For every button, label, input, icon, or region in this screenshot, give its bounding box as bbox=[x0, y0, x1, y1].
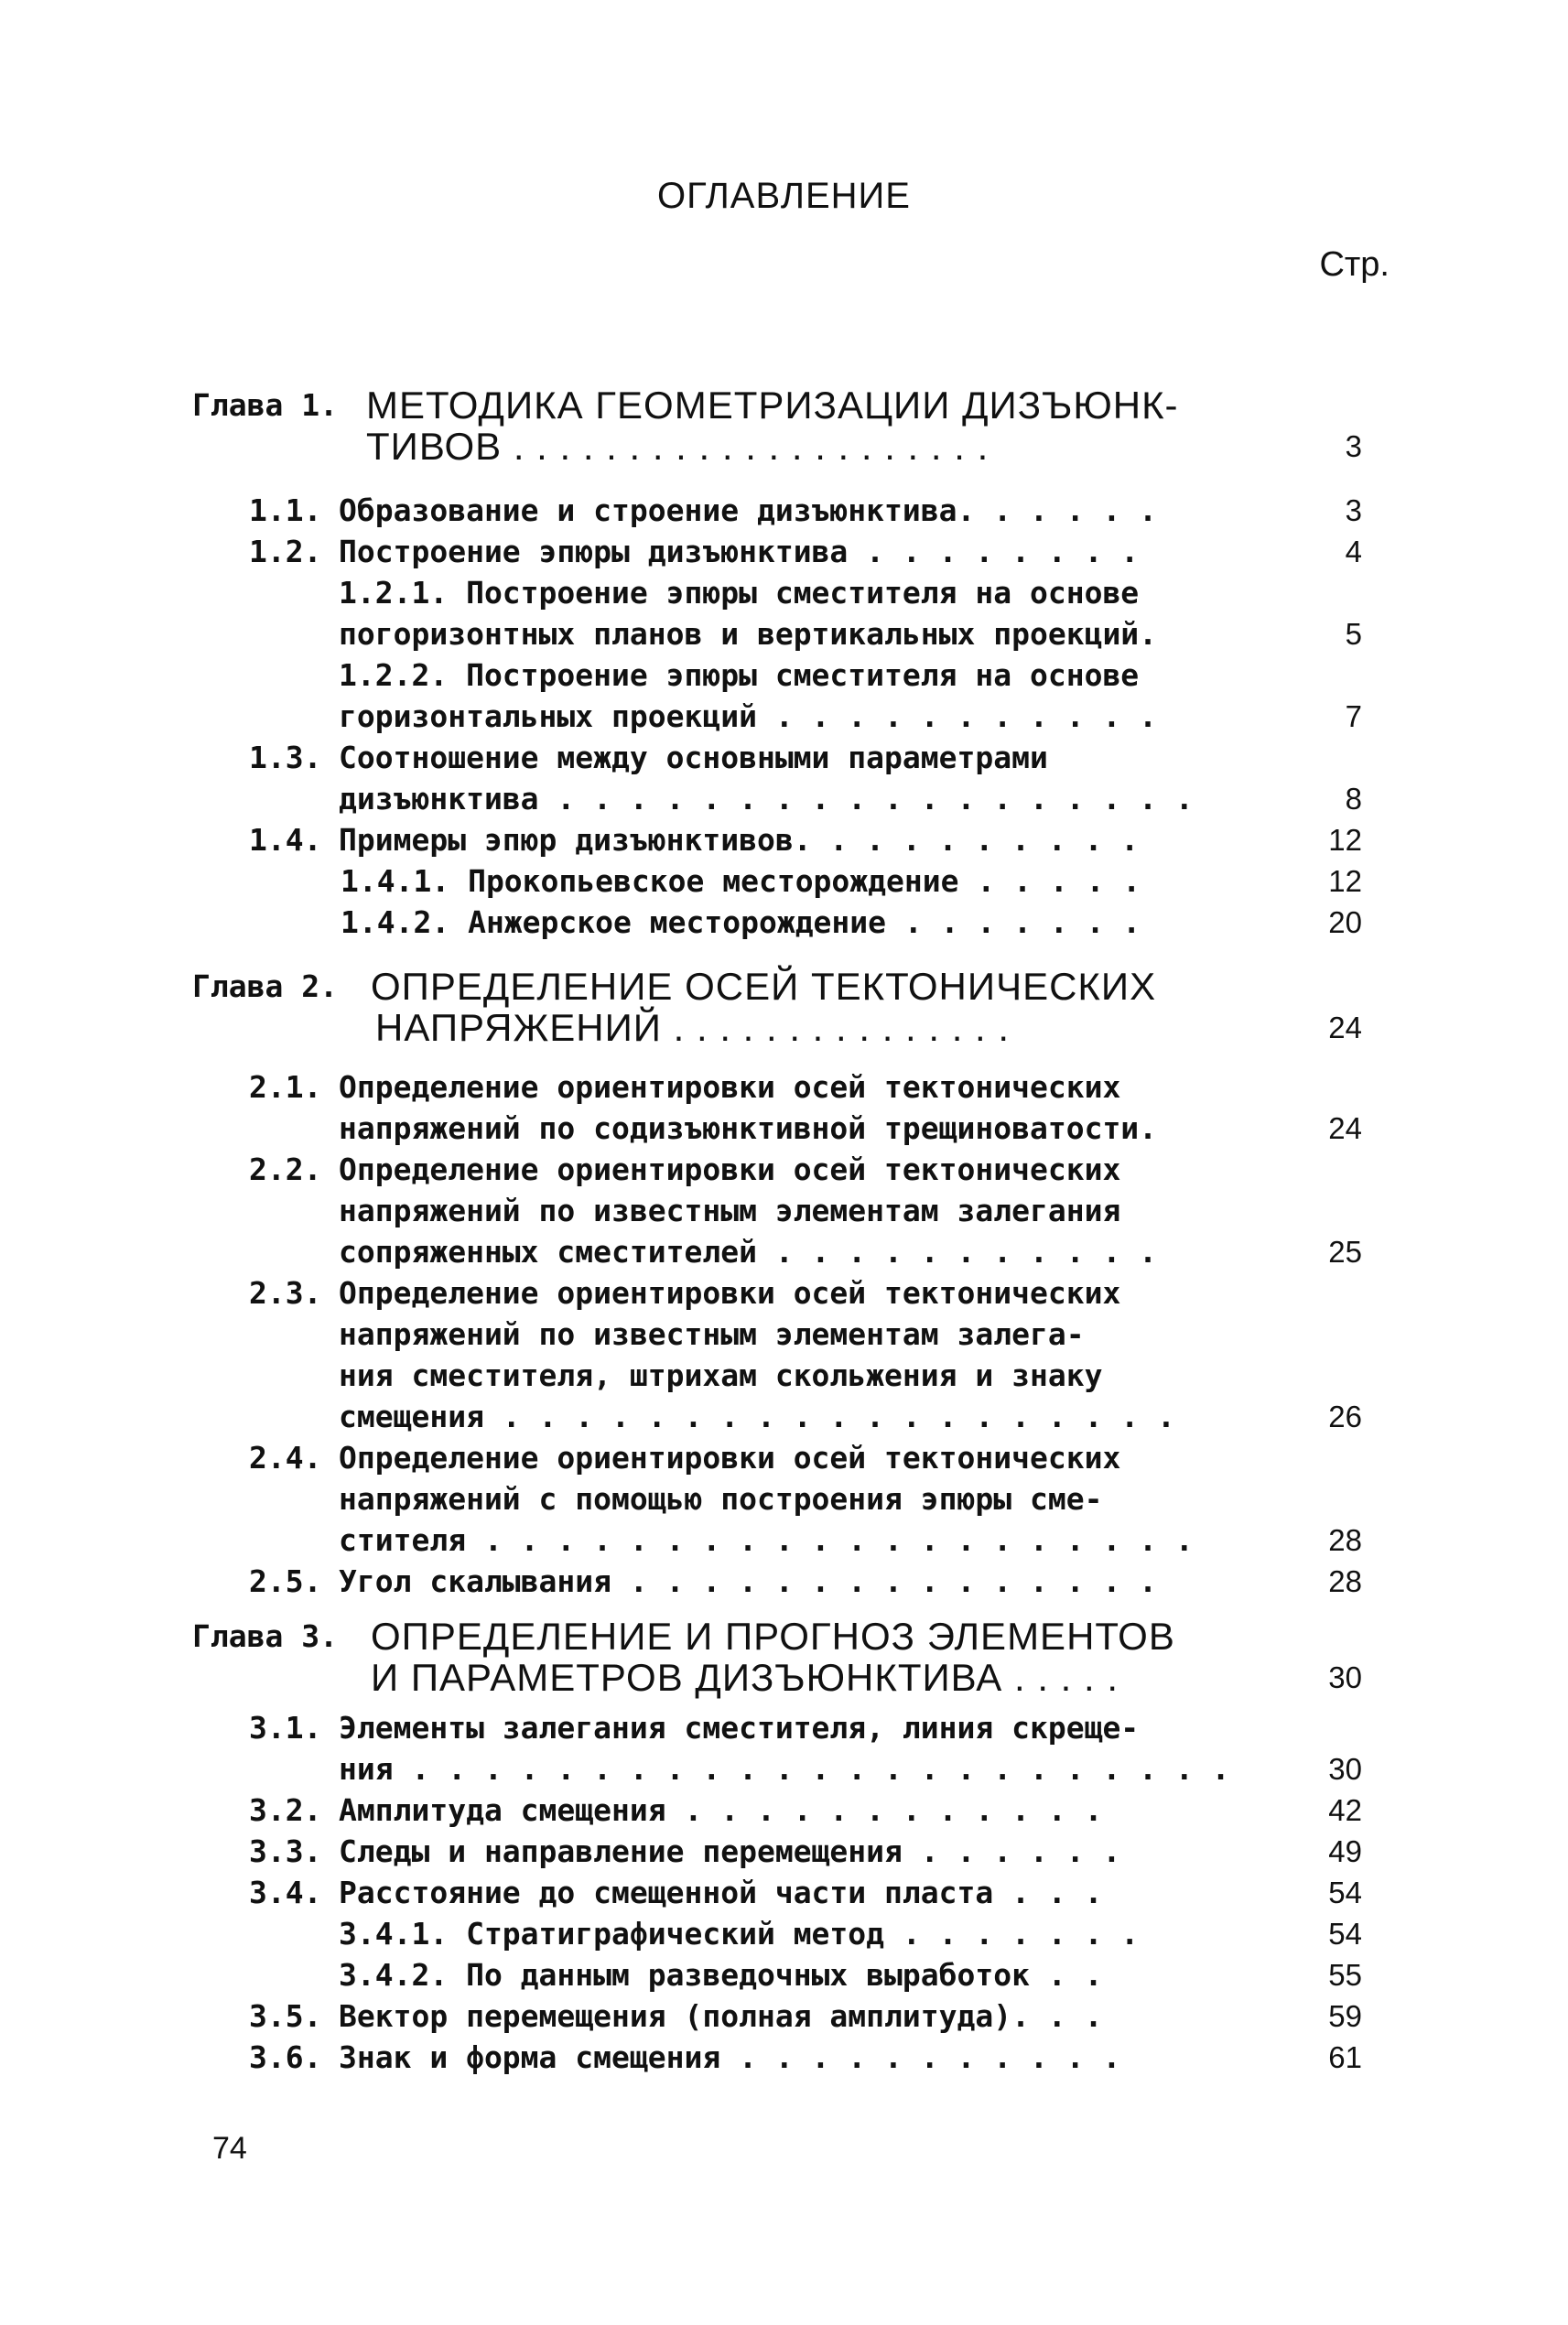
toc-entry-title: смещения . . . . . . . . . . . . . . . . . . . bbox=[339, 1399, 1175, 1434]
toc-entry-title: Определение ориентировки осей тектонических bbox=[339, 1275, 1121, 1311]
toc-entry bbox=[0, 1707, 1568, 1749]
toc-entry-title: сопряженных сместителей . . . . . . . . . . . bbox=[339, 1234, 1158, 1270]
toc-entry bbox=[0, 1616, 1568, 1658]
toc-entry bbox=[0, 902, 1568, 944]
toc-entry bbox=[0, 1657, 1568, 1699]
toc-entry bbox=[0, 737, 1568, 779]
toc-entry-page: 12 bbox=[1328, 864, 1362, 898]
toc-entry bbox=[0, 966, 1568, 1008]
toc-entry-number: 3.6. bbox=[249, 2039, 322, 2075]
toc-entry bbox=[0, 1007, 1568, 1049]
toc-entry-number: 1.4. bbox=[249, 822, 322, 858]
toc-entry-title: напряжений с помощью построения эпюры сме- bbox=[339, 1481, 1103, 1517]
toc-entry bbox=[0, 654, 1568, 697]
toc-entry-page: 5 bbox=[1345, 617, 1362, 651]
toc-entry bbox=[0, 2037, 1568, 2079]
toc-entry-page: 54 bbox=[1328, 1876, 1362, 1909]
toc-entry bbox=[0, 1231, 1568, 1273]
toc-entry bbox=[0, 1478, 1568, 1520]
toc-entry-title: напряжений по содизъюнктивной трещиноватости. bbox=[339, 1110, 1158, 1146]
toc-entry-title: 3.4.2. По данным разведочных выработок . . bbox=[339, 1957, 1103, 1993]
toc-entry-title: МЕТОДИКА ГЕОМЕТРИЗАЦИИ ДИЗЪЮНК- bbox=[366, 384, 1179, 427]
toc-entry-title: 3.4.1. Стратиграфический метод . . . . . . . bbox=[339, 1916, 1140, 1952]
toc-entry-title: горизонтальных проекций . . . . . . . . . . . bbox=[339, 698, 1158, 734]
toc-entry bbox=[0, 1995, 1568, 2038]
toc-entry-number: 1.2. bbox=[249, 534, 322, 569]
toc-entry bbox=[0, 696, 1568, 738]
toc-entry-number: 3.4. bbox=[249, 1875, 322, 1910]
toc-entry-title: напряжений по известным элементам залегания bbox=[339, 1193, 1121, 1228]
toc-entry-title: Соотношение между основными параметрами bbox=[339, 740, 1048, 775]
toc-entry-page: 7 bbox=[1345, 699, 1362, 733]
toc-entry-number: 1.3. bbox=[249, 740, 322, 775]
toc-entry-title: ОПРЕДЕЛЕНИЕ И ПРОГНОЗ ЭЛЕМЕНТОВ bbox=[371, 1615, 1175, 1658]
toc-entry bbox=[0, 819, 1568, 861]
toc-entry bbox=[0, 531, 1568, 573]
toc-entry-title: Вектор перемещения (полная амплитуда). . . bbox=[339, 1998, 1103, 2034]
toc-entry bbox=[0, 1872, 1568, 1914]
toc-entry-title: Следы и направление перемещения . . . . . . bbox=[339, 1833, 1121, 1869]
toc-entry-page: 49 bbox=[1328, 1834, 1362, 1868]
toc-entry bbox=[0, 490, 1568, 532]
toc-entry bbox=[0, 1396, 1568, 1438]
toc-entry-title: Образование и строение дизъюнктива. . . . . . bbox=[339, 492, 1158, 528]
toc-entry-title: Амплитуда смещения . . . . . . . . . . . . bbox=[339, 1792, 1103, 1828]
toc-entry-title: ния сместителя, штрихам скольжения и знаку bbox=[339, 1357, 1103, 1393]
toc-entry bbox=[0, 1954, 1568, 1996]
toc-entry bbox=[0, 1355, 1568, 1397]
toc-entry bbox=[0, 572, 1568, 614]
toc-entry bbox=[0, 1437, 1568, 1479]
page-number: 74 bbox=[212, 2131, 247, 2166]
toc-entry-page: 24 bbox=[1328, 1011, 1362, 1044]
toc-entry-title: Расстояние до смещенной части пласта . . . bbox=[339, 1875, 1103, 1910]
toc-entry-page: 28 bbox=[1328, 1523, 1362, 1557]
toc-entry-number: 3.1. bbox=[249, 1710, 322, 1746]
toc-entry bbox=[0, 1314, 1568, 1356]
toc-entry-title: Угол скалывания . . . . . . . . . . . . . . . bbox=[339, 1563, 1158, 1599]
toc-entry bbox=[0, 1272, 1568, 1314]
toc-entry-number: Глава 2. bbox=[192, 968, 338, 1004]
toc-entry bbox=[0, 778, 1568, 820]
toc-entry bbox=[0, 1190, 1568, 1232]
toc-entry-title: ТИВОВ . . . . . . . . . . . . . . . . . . . . . bbox=[366, 425, 989, 468]
toc-entry bbox=[0, 384, 1568, 427]
toc-entry-page: 8 bbox=[1345, 782, 1362, 816]
toc-entry-title: Определение ориентировки осей тектонических bbox=[339, 1152, 1121, 1187]
toc-entry-number: Глава 3. bbox=[192, 1618, 338, 1654]
toc-entry-title: ОПРЕДЕЛЕНИЕ ОСЕЙ ТЕКТОНИЧЕСКИХ bbox=[371, 965, 1157, 1008]
toc-entry bbox=[0, 860, 1568, 903]
toc-entry-page: 30 bbox=[1328, 1752, 1362, 1786]
toc-entry bbox=[0, 1561, 1568, 1603]
toc-entry bbox=[0, 613, 1568, 655]
toc-entry-page: 25 bbox=[1328, 1235, 1362, 1269]
toc-entry-number: 3.5. bbox=[249, 1998, 322, 2034]
toc-entry bbox=[0, 1913, 1568, 1955]
toc-entry-page: 42 bbox=[1328, 1793, 1362, 1827]
toc-entry-title: дизъюнктива . . . . . . . . . . . . . . . . . . bbox=[339, 781, 1194, 816]
toc-entry-page: 61 bbox=[1328, 2040, 1362, 2074]
toc-entry-page: 3 bbox=[1345, 493, 1362, 527]
toc-entry bbox=[0, 1748, 1568, 1790]
toc-entry-title: 1.2.1. Построение эпюры сместителя на основе bbox=[339, 575, 1140, 611]
toc-entry bbox=[0, 1066, 1568, 1108]
toc-entry-number: 2.3. bbox=[249, 1275, 322, 1311]
toc-entry-title: погоризонтных планов и вертикальных проекций. bbox=[339, 616, 1158, 652]
toc-entry bbox=[0, 1790, 1568, 1832]
toc-entry-title: 1.4.1. Прокопьевское месторождение . . . . . bbox=[341, 863, 1141, 899]
toc-entry-title: И ПАРАМЕТРОВ ДИЗЪЮНКТИВА . . . . . bbox=[371, 1656, 1119, 1699]
toc-entry-number: Глава 1. bbox=[192, 387, 338, 423]
toc-entry-number: 3.2. bbox=[249, 1792, 322, 1828]
toc-entry-title: 1.4.2. Анжерское месторождение . . . . . . . bbox=[341, 904, 1141, 940]
toc-entry-page: 20 bbox=[1328, 905, 1362, 939]
toc-entry-page: 12 bbox=[1328, 823, 1362, 857]
toc-entry-number: 2.1. bbox=[249, 1069, 322, 1105]
toc-entry-number: 1.1. bbox=[249, 492, 322, 528]
toc-entry-page: 24 bbox=[1328, 1111, 1362, 1145]
toc-entry-page: 30 bbox=[1328, 1660, 1362, 1694]
toc-entry-page: 3 bbox=[1345, 429, 1362, 463]
toc-entry-page: 4 bbox=[1345, 535, 1362, 568]
toc-entry-number: 2.2. bbox=[249, 1152, 322, 1187]
toc-entry bbox=[0, 426, 1568, 468]
toc-entry-title: Построение эпюры дизъюнктива . . . . . . . . bbox=[339, 534, 1140, 569]
toc-entry-page: 55 bbox=[1328, 1958, 1362, 1992]
toc-entry-title: Элементы залегания сместителя, линия скреще- bbox=[339, 1710, 1140, 1746]
toc-entry-title: Примеры эпюр дизъюнктивов. . . . . . . . . . bbox=[339, 822, 1140, 858]
toc-entry-page: 54 bbox=[1328, 1917, 1362, 1951]
toc-entry-number: 2.4. bbox=[249, 1440, 322, 1476]
toc-entry-title: напряжений по известным элементам залега- bbox=[339, 1316, 1085, 1352]
toc-entry-title: ния . . . . . . . . . . . . . . . . . . . . . . . bbox=[339, 1751, 1230, 1787]
toc-entry bbox=[0, 1149, 1568, 1191]
toc-entry-title: 1.2.2. Построение эпюры сместителя на основе bbox=[339, 657, 1140, 693]
toc-entry-title: стителя . . . . . . . . . . . . . . . . . . . . bbox=[339, 1522, 1194, 1558]
toc-entry-page: 28 bbox=[1328, 1564, 1362, 1598]
toc-entry-title: Определение ориентировки осей тектонических bbox=[339, 1069, 1121, 1105]
toc-entry-page: 26 bbox=[1328, 1400, 1362, 1433]
toc-entry bbox=[0, 1108, 1568, 1150]
page-column-label: Стр. bbox=[1319, 245, 1390, 284]
toc-entry bbox=[0, 1831, 1568, 1873]
toc-entry-title: Определение ориентировки осей тектонических bbox=[339, 1440, 1121, 1476]
toc-entry bbox=[0, 1519, 1568, 1562]
toc-entry-title: Знак и форма смещения . . . . . . . . . . . bbox=[339, 2039, 1121, 2075]
toc-entry-number: 2.5. bbox=[249, 1563, 322, 1599]
toc-entry-number: 3.3. bbox=[249, 1833, 322, 1869]
toc-entry-page: 59 bbox=[1328, 1999, 1362, 2033]
page-title: ОГЛАВЛЕНИЕ bbox=[657, 176, 911, 216]
toc-entry-title: НАПРЯЖЕНИЙ . . . . . . . . . . . . . . . bbox=[375, 1006, 1011, 1049]
